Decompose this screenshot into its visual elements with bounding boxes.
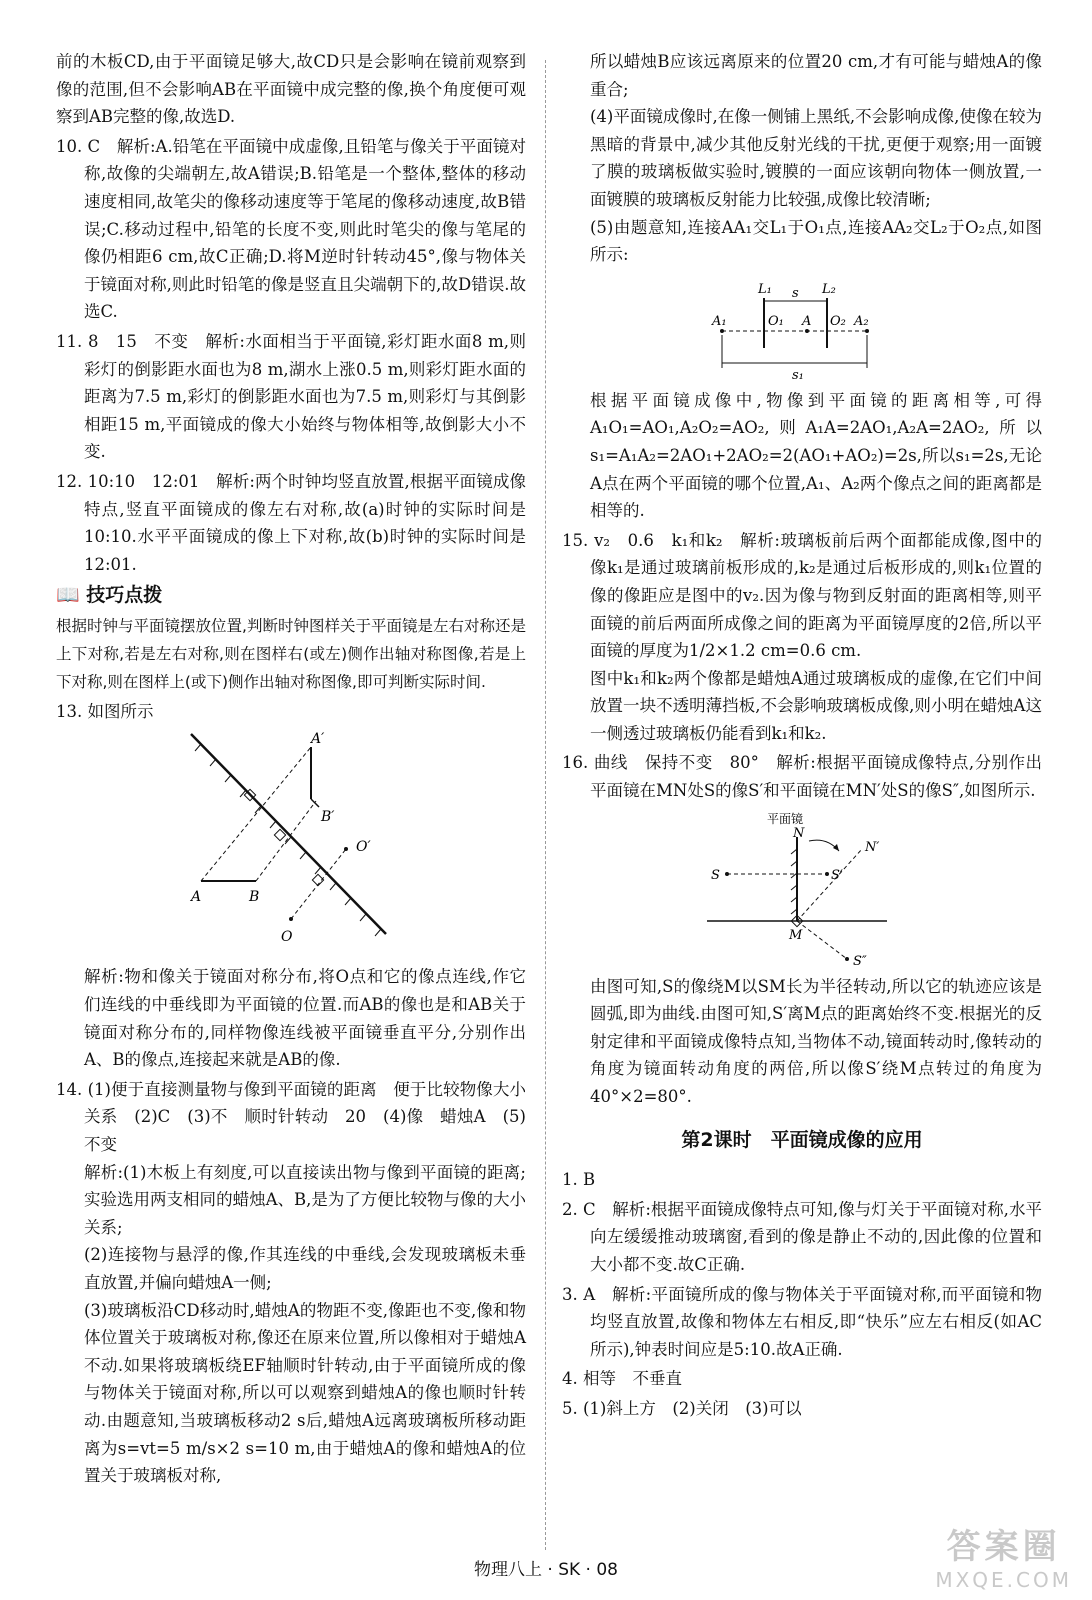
answer-14-exp-3-cont: 所以蜡烛B应该远离原来的位置20 cm,才有可能与蜡烛A的像重合; [590, 52, 1042, 99]
answer-14-exp-2: (2)连接物与悬浮的像,作其连线的中垂线,会发现玻璃板未垂直放置,并偏向蜡烛A一侧; [84, 1245, 526, 1292]
label-O: O [281, 929, 293, 946]
q9-continued: 前的木板CD,由于平面镜足够大,故CD只是会影响在镜前观察到像的范围,但不会影响AB在平面镜中成完整的像,换个角度便可观察到AB完整的像,故选D. [56, 52, 526, 127]
answer-16: 16. 曲线 保持不变 80° 解析:根据平面镜成像特点,分别作出平面镜在MN处S的像S′和平面镜在MN′处S的像S″,如图所示. [562, 753, 1042, 801]
lesson2-answer-3: 3. A 解析:平面镜所成的像与物体关于平面镜对称,而平面镜和物均竖直放置,故像和物体左右相反,即“快乐”应左右相反(如AC所示),钟表时间应是5:10.故A正确. [562, 1284, 1042, 1359]
label-N: N [793, 825, 805, 841]
answer-14-exp-5: (5)由题意知,连接AA₁交L₁于O₁点,连接AA₂交L₂于O₂点,如图所示: [590, 217, 1042, 265]
label-M: M [789, 927, 803, 943]
label-A-prime: A′ [311, 731, 325, 748]
column-divider [545, 60, 546, 1550]
label-S-double-prime: S″ [853, 953, 867, 969]
label-O2: O₂ [830, 313, 846, 329]
answer-14-exp-3: (3)玻璃板沿CD移动时,蜡烛A的物距不变,像距也不变,像和物体位置关于玻璃板对称,像还在原来位置,所以像相对于蜡烛A不动.如果将玻璃板绕EF轴顺时针转动,由于平面镜所成的像与物体关于镜面对称,所以可以观察到蜡烛A的像也顺时针转动.由题意知,当玻璃板移动2 s后,蜡烛A远离玻璃板所移动距离为s=vt=5 m/s×2 s=10 m,由于蜡烛A的像和蜡烛A的位置关于玻璃板对称, [84, 1300, 526, 1486]
answer-16-exp-2: 由图可知,S的像绕M以SM长为半径转动,所以它的轨迹应该是圆弧,即为曲线.由图可知,S′离M点的距离始终不变.根据光的反射定律和平面镜成像特点知,当物体不动,镜面转动时,像转动的角度为镜面转动角度的两倍,所以像S′绕M点转过的角度为40°×2=80°. [590, 976, 1042, 1107]
lesson2-answer-5: 5. (1)斜上方 (2)关闭 (3)可以 [562, 1398, 802, 1418]
lesson2-answer-2: 2. C 解析:根据平面镜成像特点可知,像与灯关于平面镜对称,水平向左缓缓推动玻璃窗,看到的像是静止不动的,因此像的位置和大小都不变.故C正确. [562, 1199, 1042, 1274]
answer-15: 15. v₂ 0.6 k₁和k₂ 解析:玻璃板前后两个面都能成像,图中的像k₁是通过玻璃前板形成的,k₂是通过后板形成的,则k₁位置的像的像距应是图中的v₂.因为像与物到反射面的距离相等,则平面镜的前后两面所成像之间的距离为平面镜厚度的2倍,所以平面镜的厚度为1/2×1.2 cm=0.6 cm. [562, 530, 1042, 661]
tip-body: 根据时钟与平面镜摆放位置,判断时钟图样关于平面镜是左右对称还是上下对称,若是左右对称,则在图样右(或左)侧作出轴对称图像,若是上下对称,则在图样上(或下)侧作出轴对称图像,即可判断实际时间. [56, 616, 526, 691]
label-B: B [249, 889, 260, 906]
lesson2-answer-1: 1. B [562, 1170, 596, 1190]
label-O-prime: O′ [356, 839, 371, 856]
figure-13-mirror-diagram [161, 729, 421, 959]
label-A2: A₂ [854, 313, 869, 329]
label-s: s [792, 285, 799, 301]
lesson2-answer-4: 4. 相等 不垂直 [562, 1369, 682, 1389]
label-L1: L₁ [758, 281, 772, 297]
label-O1: O₁ [768, 313, 784, 329]
answer-13: 13. 如图所示 [56, 701, 154, 721]
book-icon: 📖 [56, 584, 80, 607]
watermark-logo [935, 1519, 1072, 1592]
label-A: A [191, 889, 202, 906]
label-mirror: 平面镜 [767, 811, 804, 826]
answer-14: 14. (1)便于直接测量物与像到平面镜的距离 便于比较物像大小关系 (2)C (3)不 顺时针转动 20 (4)像 蜡烛A (5)不变 [56, 1079, 526, 1155]
label-S: S [711, 867, 720, 883]
left-column [56, 48, 526, 1490]
label-A: A [802, 313, 812, 329]
label-N-prime: N′ [865, 839, 880, 855]
tip-title: 技巧点拨 [86, 584, 163, 607]
watermark-text: 答案圈 [946, 1527, 1061, 1567]
answer-13-explanation: 解析:物和像关于镜面对称分布,将O点和它的像点连线,作它们连线的中垂线即为平面镜的位置.而AB的像也是和AB关于镜面对称分布的,同样物像连线被平面镜垂直平分,分别作出A、B的像点,连接起来就是AB的像. [84, 967, 526, 1070]
lesson-title: 第2课时 平面镜成像的应用 [681, 1128, 923, 1151]
answer-12: 12. 10:10 12:01 解析:两个时钟均竖直放置,根据平面镜成像特点,竖直平面镜成的像左右对称,故(a)时钟的实际时间是10:10.水平平面镜成的像上下对称,故(b)时钟的实际时间是12:01. [56, 471, 526, 574]
tip-heading [56, 582, 526, 610]
answer-14-exp-6: 根据平面镜成像中,物像到平面镜的距离相等,可得A₁O₁=AO₁,A₂O₂=AO₂,则A₁A=2AO₁,A₂A=2AO₂,所以s₁=A₁A₂=2AO₁+2AO₂=2(AO₁+AO₂)=2s,所以s₁=2s,无论A点在两个平面镜的哪个位置,A₁、A₂两个像点之间的距离都是相等的. [590, 390, 1042, 521]
answer-10: 10. C 解析:A.铅笔在平面镜中成虚像,且铅笔与像关于平面镜对称,故像的尖端朝左,故A错误;B.铅笔是一个整体,整体的移动速度相同,故笔尖的像移动速度等于笔尾的像移动速度,故B错误;C.移动过程中,铅笔的长度不变,则此时笔尖的像与笔尾的像仍相距6 cm,故C正确;D.将M逆时针转动45°,像与物体关于镜面对称,则此时铅笔的像是竖直且尖端朝下的,故D错误.故选C. [56, 136, 526, 322]
answer-14-exp-4: (4)平面镜成像时,在像一侧铺上黑纸,不会影响成像,使像在较为黑暗的背景中,减少其他反射光线的干扰,更便于观察;用一面镀了膜的玻璃板做实验时,镀膜的一面应该朝向物体一侧放置,一面镀膜的玻璃板反射能力比较强,成像比较清晰; [590, 107, 1042, 209]
label-B-prime: B′ [321, 809, 335, 826]
label-L2: L₂ [822, 281, 836, 297]
figure-16-rotating-mirror [697, 809, 907, 969]
answer-15-exp-2: 图中k₁和k₂两个像都是蜡烛A通过玻璃板成的虚像,在它们中间放置一块不透明薄挡板,不会影响玻璃板成像,则小明在蜡烛A这一侧透过玻璃板仍能看到k₁和k₂. [590, 668, 1042, 743]
label-A1: A₁ [712, 313, 727, 329]
right-column [562, 48, 1042, 1423]
figure-14-two-mirrors [702, 273, 902, 383]
watermark-url: MXQE.COM [935, 1568, 1072, 1592]
label-S-prime: S′ [831, 867, 843, 883]
page-footer: 物理八上 · SK · 08 [474, 1560, 618, 1580]
answer-14-exp-1: 解析:(1)木板上有刻度,可以直接读出物与像到平面镜的距离;实验选用两支相同的蜡烛A、B,是为了方便比较物与像的大小关系; [84, 1162, 526, 1237]
answer-11: 11. 8 15 不变 解析:水面相当于平面镜,彩灯距水面8 m,则彩灯的倒影距水面也为8 m,湖水上涨0.5 m,则彩灯距水面的距离为7.5 m,彩灯的倒影距水面也为7.5 m,则彩灯与其倒影相距15 m,平面镜成的像大小始终与物体相等,故倒影大小不变. [56, 331, 526, 462]
label-s1: s₁ [792, 367, 804, 383]
